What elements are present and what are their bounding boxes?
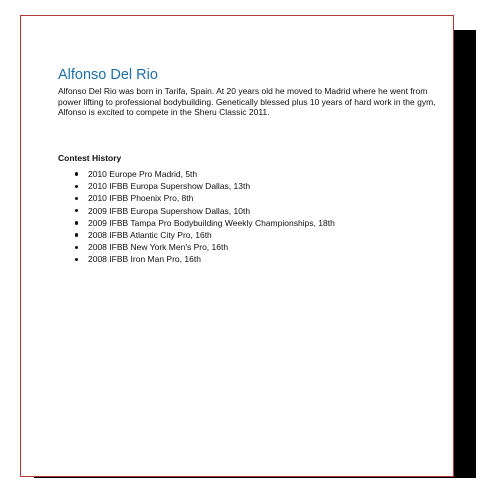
bullet-icon xyxy=(75,221,78,224)
contest-history-item xyxy=(58,253,335,265)
contest-history-item-text: 2010 Europe Pro Madrid, 5th xyxy=(88,169,198,179)
bullet-icon xyxy=(75,233,78,236)
contest-history-item xyxy=(58,168,335,180)
contest-history-item-text: 2008 IFBB New York Men's Pro, 16th xyxy=(88,242,229,253)
contest-history-item-text: 2009 IFBB Tampa Pro Bodybuilding Weekly Championships, 18th xyxy=(88,217,335,228)
bullet-icon xyxy=(75,172,78,175)
bullet-icon xyxy=(75,246,78,249)
contest-history-item xyxy=(58,192,335,204)
contest-history-heading: Contest History xyxy=(58,153,122,163)
athlete-name: Alfonso Del Rio xyxy=(58,67,158,83)
contest-history-item-text: 2009 IFBB Europa Supershow Dallas, 10th xyxy=(88,205,251,216)
contest-history-item xyxy=(58,229,335,241)
contest-history-item xyxy=(58,180,335,192)
contest-history-item-text: 2010 IFBB Phoenix Pro, 8th xyxy=(88,193,194,204)
bullet-icon xyxy=(75,185,78,188)
contest-history-item-text: 2008 IFBB Iron Man Pro, 16th xyxy=(88,254,201,265)
contest-history-item-text: 2010 IFBB Europa Supershow Dallas, 13th xyxy=(88,181,251,192)
contest-history-item xyxy=(58,241,335,253)
contest-history-item-text: 2008 IFBB Atlantic City Pro, 16th xyxy=(88,230,212,241)
contest-history-item xyxy=(58,217,335,229)
bullet-icon xyxy=(75,197,78,200)
profile-card xyxy=(20,15,454,477)
contest-history-list xyxy=(58,168,335,266)
bullet-icon xyxy=(75,258,78,261)
athlete-bio: Alfonso Del Rio was born in Tarifa, Spain. At 20 years old he moved to Madrid where he went from power lifting to professional bodybuilding. Genetically blessed plus 10 years of hard work in the gym, Alfonso is excited to compete in the Sheru Classic 2011. xyxy=(58,86,436,118)
contest-history-item xyxy=(58,205,335,217)
bullet-icon xyxy=(75,209,78,212)
